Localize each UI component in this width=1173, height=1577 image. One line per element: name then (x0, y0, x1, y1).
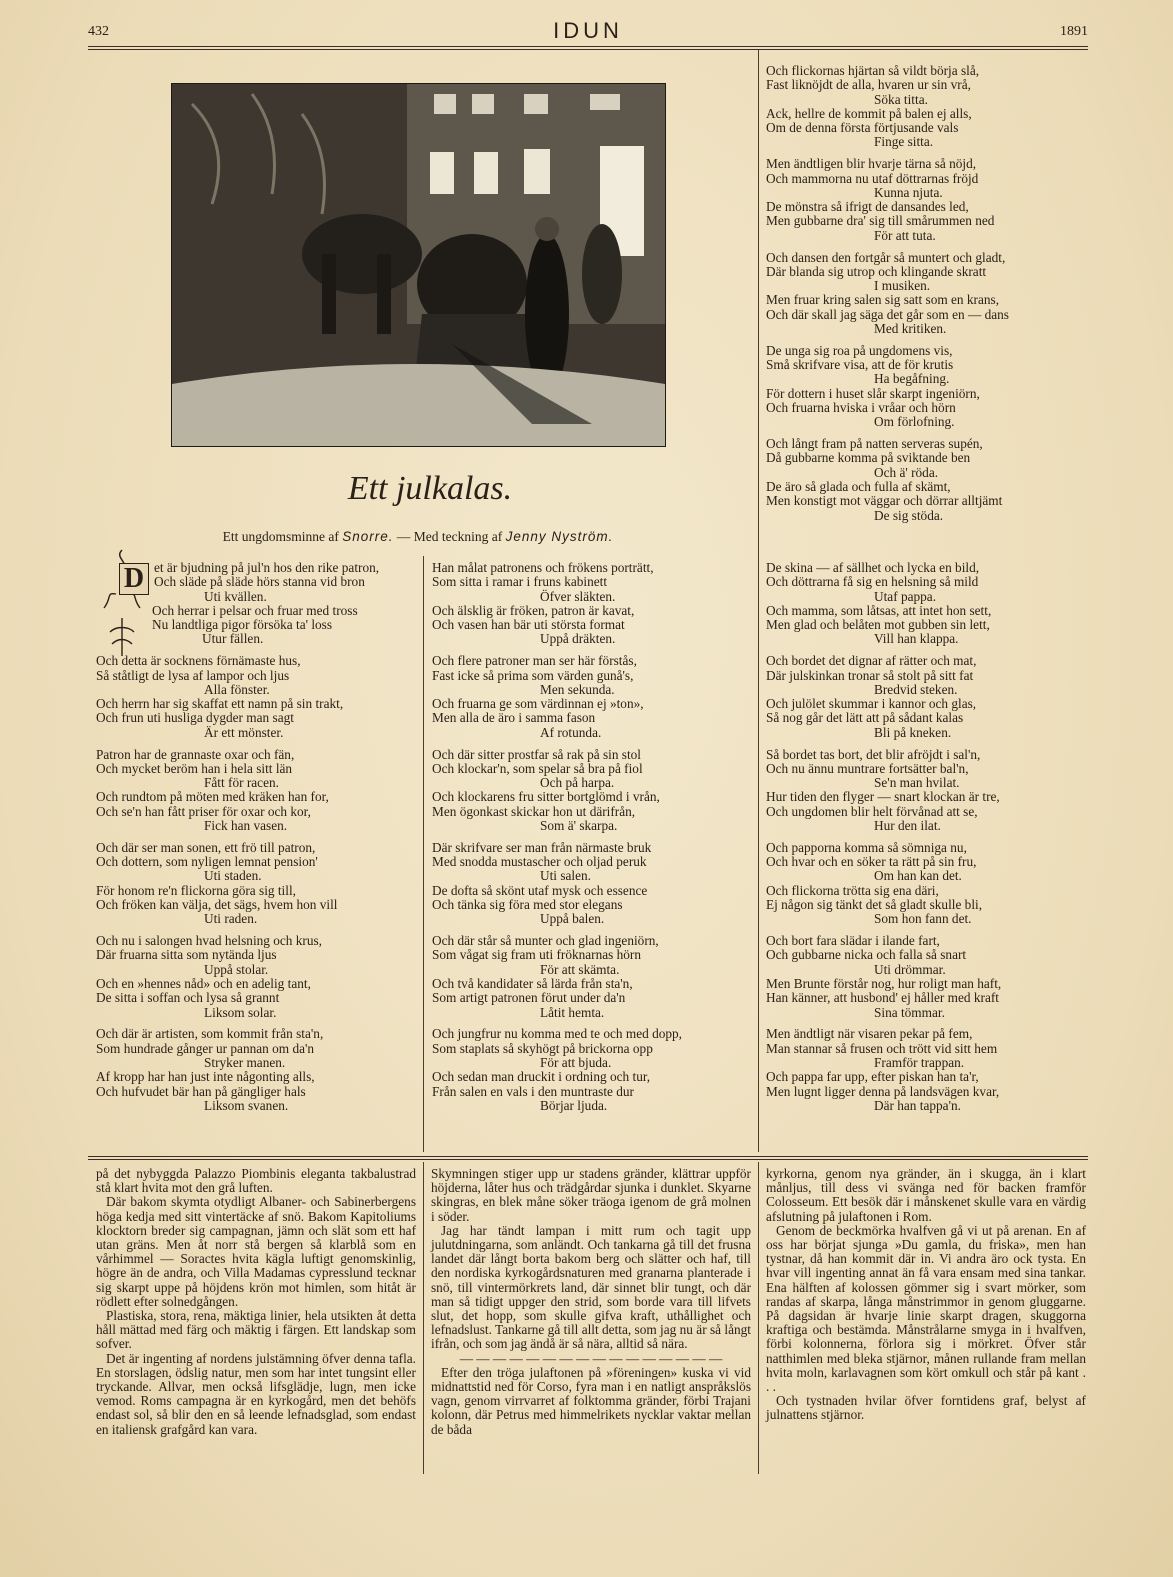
poem-line: Som hundrade gånger ur pannan om da'n (96, 1040, 315, 1056)
poem-line: Och bort fara slädar i ilande fart, (766, 933, 940, 949)
poem-line: Och hvar och en söker ta rätt på sin fru, (766, 854, 977, 870)
poem-line: Men ändtligen blir hvarje tärna så nöjd, (766, 156, 977, 172)
poem-line: Där blanda sig utrop och klingande skratt (766, 263, 987, 279)
illustrator-name: Jenny Nyström. (505, 529, 614, 544)
poem-line: Hur tiden den flyger — snart klockan är tre, (766, 789, 1000, 805)
poem-line: De sig stöda. (874, 507, 944, 523)
prose-column-1 (96, 1167, 416, 1437)
poem-line: Bredvid steken. (874, 681, 958, 697)
poem-line: Som ä' skarpa. (540, 818, 618, 834)
poem-line: Om de denna första förtjusande vals (766, 120, 959, 136)
poem-line: Och mycket beröm han i hela sitt län (96, 760, 293, 776)
poem-line: Och döttrarna få sig en helsning så mild (766, 574, 979, 590)
poem-line: Från salen en vals i den muntraste dur (432, 1083, 634, 1099)
poem-line: Och sedan man druckit i ordning och tur, (432, 1069, 651, 1085)
poem-line: Se'n man hvilat. (874, 775, 960, 791)
poem-line: Där skrifvare ser man från närmaste bruk (432, 839, 652, 855)
poem-stanza (96, 654, 418, 740)
poem-line: De skina — af sällhet och lycka en bild, (766, 560, 980, 575)
column-divider-2 (758, 50, 759, 1152)
prose-paragraph: Där bakom skymta otydligt Albaner- och Sabinerbergens höga kedja med sitt vintertäcke af snö. Bakom Kapitoliums klocktorn breder sig campagnan, jämn och slät som ett haf utan gräns. Men åt norr stå bergen så klarblå som en vårhimmel — Soractes hvita kägla luftigt genomskinlig, högre än de andra, och Villa Madamas cypresslund tecknar sig skarpt uppe på höjdens krön mot himlen, som hitåt är rödlett efter solnedgången. (96, 1194, 416, 1309)
poem-stanza (766, 157, 1088, 243)
poem-stanza (766, 1027, 1088, 1113)
prose-paragraph: Genom de beckmörka hvalfven gå vi ut på arenan. En af oss har börjat sjunga »Du gamla, du friska», men han tystnar, då han kommit där in. Vi andra äro ock tysta. En hvar vill ingenting annat än få vara ensam med sina tankar. Ena hälften af kolossen gömmer sig i svart mörker, som randas af skarpa, långa månstrimmor in genom gluggarne. På dagsidan är hvarje linie skarpt dragen, skuggorna kraftiga och bestämda. Månstrålarne smyga in i hvalfven, förbi kolonnerna, förlora sig i mörkret. Öfver står natthimlen med bleka stjärnor, månen rullande fram mellan hvita moln, karlavagnen som kört omkull och står på kant . . . (766, 1222, 1086, 1395)
poem-line: Men alla de äro i samma fason (432, 710, 596, 726)
poem-line: Och där skall jag säga det går som en — dans (766, 306, 1009, 322)
poem-line: Liksom solar. (204, 1004, 277, 1020)
prose-paragraph: Det är ingenting af nordens julstämning öfver denna tafla. En storslagen, ödslig natur, men som har intet tungsint eller tryckande. Allvar, men också lifsglädje, lugn, men icke vemod. Roms campagna är en kyrkogård, men det behöfs endast sol, så blir den en så leende lefnadsglad, som endast en italiensk grafgård kan vara. (96, 1350, 416, 1437)
poem-line: I musiken. (874, 278, 931, 294)
poem-line: Stryker manen. (204, 1055, 286, 1070)
poem-stanza (96, 1027, 418, 1113)
poem-line: Utaf pappa. (874, 588, 937, 604)
poem-line: Men fruar kring salen sig satt som en krans, (766, 292, 1000, 308)
poem-line: Vill han klappa. (874, 631, 959, 647)
poem-line: Men lugnt ligger denna på landsvägen kvar, (766, 1083, 1000, 1099)
prose-paragraph: kyrkorna, genom nya gränder, än i skugga, än i klart månljus, till dess vi svänga ned för backen framför Colosseum. Ett besök där i månskenet skulle vara en värdig afslutning på julaftonen i Rom. (766, 1166, 1086, 1224)
poem-stanza (432, 1027, 754, 1113)
poem-line: Han känner, att husbond' ej håller med kraft (766, 990, 1000, 1006)
poem-line: Och fruarna hviska i vråar och hörn (766, 400, 956, 416)
poem-line: Och ä' röda. (874, 464, 939, 480)
poem-stanza (432, 654, 754, 740)
poem-line: Så nog går det lätt att på sådant kalas (766, 710, 964, 726)
prose-divider-2 (758, 1162, 759, 1474)
poem-line: För att tuta. (874, 227, 936, 243)
poem-line: Men ögonkast skickar hon ut därifrån, (432, 803, 636, 819)
poem-line: Och gubbarne nicka och falla så snart (766, 947, 967, 963)
poem-line: Ha begåfning. (874, 371, 950, 387)
poem-line: Bli på kneken. (874, 724, 952, 740)
poem-line: Ej någon sig tänkt det så gladt skulle bli, (766, 897, 983, 913)
header-rule (88, 46, 1088, 47)
poem-line: Och rundtom på möten med kräken han for, (96, 789, 329, 805)
header-rule-double (88, 49, 1088, 50)
poem-column-2 (432, 561, 754, 1121)
poem-line: Och julölet skummar i kannor och glas, (766, 696, 977, 712)
poem-line: Och papporna komma så sömniga nu, (766, 839, 967, 855)
prose-paragraph: — — — — — — — — — — — — — — — — (459, 1350, 723, 1366)
poem-line: Som artigt patronen förut under da'n (432, 990, 626, 1006)
poem-line: Och flickornas hjärtan så vildt börja slå, (766, 63, 980, 78)
poem-line: Hur den ilat. (874, 818, 941, 834)
poem-line: Så ståtligt de lysa af lampor och ljus (96, 667, 290, 683)
poem-line: Kunna njuta. (874, 184, 943, 200)
poem-line: Uti staden. (204, 868, 262, 884)
poem-line: Uppå balen. (540, 911, 605, 927)
poem-stanza (766, 437, 1088, 523)
poem-line: Då gubbarne komma på sviktande ben (766, 450, 971, 466)
poem-line: Men ändtligt när visaren pekar på fem, (766, 1026, 973, 1042)
poem-stanza (432, 561, 754, 647)
poem-line: Och frun uti husliga dygder man sagt (96, 710, 294, 726)
poem-line: Uppå stolar. (204, 961, 269, 977)
poem-column-3-bottom (766, 561, 1088, 1121)
poem-line: Och se'n han fått priser för oxar och kor, (96, 803, 311, 819)
poem-line: Uti salen. (540, 868, 591, 884)
poem-line: Och mamma, som låtsas, att intet hon sett, (766, 602, 992, 618)
poem-line: Men gubbarne dra' sig till smårummen ned (766, 213, 995, 229)
poem-line: Och herrar i pelsar och fruar med tross (152, 602, 358, 618)
poem-line: De mönstra så ifrigt de dansandes led, (766, 199, 969, 215)
poem-line: Patron har de grannaste oxar och fän, (96, 746, 295, 762)
poem-line: Och på harpa. (540, 775, 615, 791)
poem-line: Och mammorna nu utaf döttrarnas fröjd (766, 170, 979, 186)
poem-line: Men konstigt mot väggar och dörrar alltjämt (766, 493, 1003, 509)
poem-line: Som staplats så skyhögt på brickorna opp (432, 1040, 653, 1056)
poem-line: Och fröken kan välja, det sägs, hvem hon vill (96, 897, 338, 913)
poem-line: Där julskinkan tronar så stolt på sitt fat (766, 667, 974, 683)
poem-line: De äro så glada och fulla af skämt, (766, 479, 951, 495)
poem-line: De unga sig roa på ungdomens vis, (766, 342, 953, 358)
poem-column-3-top (766, 64, 1088, 530)
prose-paragraph: Efter den tröga julaftonen på »föreningen» kuska vi vid midnattstid ned för Corso, fyra man i en natligt anspråkslös vagn, genom virrvarret af folktomma gränder, förbi Trajani kolonn, där Petrus med himmelrikets nycklar vaktar mellan de båda (431, 1364, 751, 1437)
prose-paragraph: Jag har tändt lampan i mitt rum och tagit upp julutdningarna, som anländt. Och tankarna gå till det frusna landet där långt borta bakom berg och slätter och haf, till den nordiska kyrkogårdsnaturen med granarna planterade i snö, till vintermörkrets land, där sinnet blir tungt, och där man så tidigt uppger den strid, som borde vara till lifvets slut, det hopp, som skulle gifva kraft, uthållighet och lefnadslust. Tankarne gå till allt detta, som jag nu är så långt ifrån, och som jag ändå är så nära, alltid så nära. (431, 1222, 751, 1352)
poem-line: Och flere patroner man ser här förstås, (432, 653, 637, 669)
poem-line: Och bordet det dignar af rätter och mat, (766, 653, 977, 669)
poem-line: De sitta i soffan och lysa så grannt (96, 990, 280, 1006)
page-header (88, 18, 1088, 46)
poem-line: Uti drömmar. (874, 961, 946, 977)
poem-stanza (766, 748, 1088, 834)
poem-line: Och långt fram på natten serveras supén, (766, 436, 983, 452)
poem-line: Men Brunte förstår nog, hur roligt man haft, (766, 976, 1002, 992)
poem-line: Och släde på släde hörs stanna vid bron (154, 574, 365, 590)
poem-line: Där han tappa'n. (874, 1097, 961, 1113)
poem-line: Och två kandidater så lärda från sta'n, (432, 976, 633, 992)
poem-line: Alla fönster. (204, 681, 270, 697)
poem-line: Man stannar så frusen och trött vid sitt hem (766, 1040, 998, 1056)
poem-line: Små skrifvare visa, att de för krutis (766, 357, 954, 373)
poem-line: För att skämta. (540, 961, 620, 977)
byline-prefix: Ett ungdomsminne af (222, 529, 339, 544)
poem-line: et är bjudning på jul'n hos den rike patron, (154, 560, 380, 575)
poem-line: Låtit hemta. (540, 1004, 605, 1020)
section-rule (88, 1156, 1088, 1157)
poem-stanza (96, 934, 418, 1020)
poem-line: Sina tömmar. (874, 1004, 945, 1020)
poem-line: Är ett mönster. (204, 724, 284, 740)
drop-cap: D (119, 563, 149, 595)
byline-middle: — Med teckning af (396, 529, 503, 544)
poem-line: För dottern i huset slår skarpt ingeniörn, (766, 385, 980, 401)
poem-stanza (766, 64, 1088, 150)
poem-stanza (766, 251, 1088, 337)
poem-line: Och nu i salongen hvad helsning och krus, (96, 933, 323, 949)
poem-stanza (432, 841, 754, 927)
section-rule-double (88, 1159, 1088, 1160)
poem-line: Finge sitta. (874, 134, 934, 150)
poem-line: Och ungdomen blir helt förvånad att se, (766, 803, 978, 819)
poem-line: Nu landtliga pigor försöka ta' loss (152, 617, 333, 633)
prose-paragraph: Plastiska, stora, rena, mäktiga linier, hela utsikten åt detta håll mättad med färg och mäktig i färgen. Ett landskap som sofver. (96, 1308, 416, 1352)
poem-stanza (96, 841, 418, 927)
poem-line: Och vasen han bär uti största format (432, 617, 625, 633)
poem-line: Och dottern, som nyligen lemnat pension' (96, 854, 318, 870)
prose-paragraph: Skymningen stiger upp ur stadens gränder, klättrar uppför höjderna, låter hus och trädgårdar sjunka i dunklet. Skyarne skingras, en blek måne söker träoga igenom de grå molnen i söder. (431, 1166, 751, 1224)
poem-line: Ack, hellre de kommit på balen ej alls, (766, 105, 972, 121)
poem-line: Och klockar'n, som spelar så bra på fiol (432, 760, 643, 776)
poem-line: Och flickorna trötta sig ena däri, (766, 882, 939, 898)
poem-line: Uppå dräkten. (540, 631, 616, 647)
poem-line: Af kropp har han just inte någonting alls, (96, 1069, 315, 1085)
poem-stanza (432, 934, 754, 1020)
poem-line: Om förlofning. (874, 414, 955, 430)
poem-line: Fick han vasen. (204, 818, 288, 834)
author-name: Snorre. (342, 529, 394, 544)
poem-stanza (766, 841, 1088, 927)
poem-line: Uti kvällen. (204, 588, 267, 604)
poem-line: Öfver släkten. (540, 588, 616, 604)
poem-line: Och jungfrur nu komma med te och med dopp, (432, 1026, 682, 1042)
column-divider-1 (423, 556, 424, 1152)
poem-line: Och en »hennes nåd» och en adelig tant, (96, 976, 311, 992)
header-year: 1891 (1060, 24, 1088, 39)
poem-line: Och dansen den fortgår så muntert och gladt, (766, 249, 1006, 265)
poem-line: Fast liknöjdt de alla, hvaren ur sin vrå, (766, 77, 971, 93)
poem-line: Och där står så munter och glad ingeniörn, (432, 933, 659, 949)
poem-line: Uti raden. (204, 911, 258, 927)
sleigh-illustration (171, 83, 666, 447)
poem-line: För honom re'n flickorna göra sig till, (96, 882, 296, 898)
poem-line: Söka titta. (874, 91, 928, 107)
poem-line: Som vågat sig fram uti fröknarnas hörn (432, 947, 642, 963)
poem-line: Som hon fann det. (874, 911, 972, 927)
poem-line: Och fruarna ge som värdinnan ej »ton», (432, 696, 644, 712)
poem-line: Han målat patronens och frökens porträtt, (432, 560, 654, 575)
prose-paragraph: på det nybyggda Palazzo Piombinis eleganta takbalustrad stå klart hvita mot den grå luften. (96, 1166, 416, 1196)
poem-line: Och hufvudet bär han på gängliger hals (96, 1083, 306, 1099)
poem-line: Utur fällen. (202, 631, 264, 647)
poem-line: Fast icke så prima som värden gunå's, (432, 667, 634, 683)
prose-paragraph: Och tystnaden hvilar öfver forntidens graf, belyst af julnattens stjärnor. (766, 1393, 1086, 1423)
prose-column-3 (766, 1167, 1086, 1423)
prose-divider-1 (423, 1162, 424, 1474)
poem-line: Liksom svanen. (204, 1097, 289, 1113)
poem-line: Och där sitter prostfar så rak på sin stol (432, 746, 641, 762)
poem-line: Framför trappan. (874, 1055, 965, 1070)
poem-column-1 (96, 561, 418, 1121)
poem-line: Och älsklig är fröken, patron är kavat, (432, 602, 635, 618)
poem-line: De dofta så skönt utaf mysk och essence (432, 882, 648, 898)
poem-title: Ett julkalas. (347, 470, 513, 507)
poem-line: Fått för racen. (204, 775, 279, 791)
masthead-title: IDUN (553, 18, 623, 43)
poem-stanza (96, 561, 418, 647)
poem-line: Och där ser man sonen, ett frö till patron, (96, 839, 316, 855)
poem-line: Men glad och belåten mot gubben sin lett, (766, 617, 990, 633)
poem-line: Och detta är socknens förnämaste hus, (96, 653, 301, 669)
poem-stanza (96, 748, 418, 834)
poem-line: Som sitta i ramar i fruns kabinett (432, 574, 608, 590)
poem-line: Och tänka sig föra med stor elegans (432, 897, 623, 913)
poem-byline (188, 529, 648, 545)
poem-line: Där fruarna sitta som nytända ljus (96, 947, 277, 963)
poem-stanza (432, 748, 754, 834)
poem-line: För att bjuda. (540, 1055, 612, 1070)
poem-stanza (766, 934, 1088, 1020)
page-number: 432 (88, 24, 109, 39)
poem-stanza (766, 561, 1088, 647)
poem-line: Och herrn har sig skaffat ett namn på sin trakt, (96, 696, 344, 712)
poem-line: Och pappa far upp, efter piskan han ta'r, (766, 1069, 979, 1085)
poem-line: Men sekunda. (540, 681, 615, 697)
poem-line: Med kritiken. (874, 321, 947, 337)
poem-line: Börjar ljuda. (540, 1097, 608, 1113)
poem-stanza (766, 654, 1088, 740)
poem-line: Om han kan det. (874, 868, 962, 884)
poem-line: Och klockarens fru sitter bortglömd i vrån, (432, 789, 660, 805)
prose-column-2 (431, 1167, 751, 1437)
poem-line: Af rotunda. (540, 724, 602, 740)
poem-stanza (766, 344, 1088, 430)
poem-line: Och nu ännu muntrare fortsätter bal'n, (766, 760, 969, 776)
poem-line: Med snodda mustascher och oljad peruk (432, 854, 647, 870)
poem-line: Och där är artisten, som kommit från sta'n, (96, 1026, 324, 1042)
poem-line: Så bordet tas bort, det blir afröjdt i sal'n, (766, 746, 981, 762)
